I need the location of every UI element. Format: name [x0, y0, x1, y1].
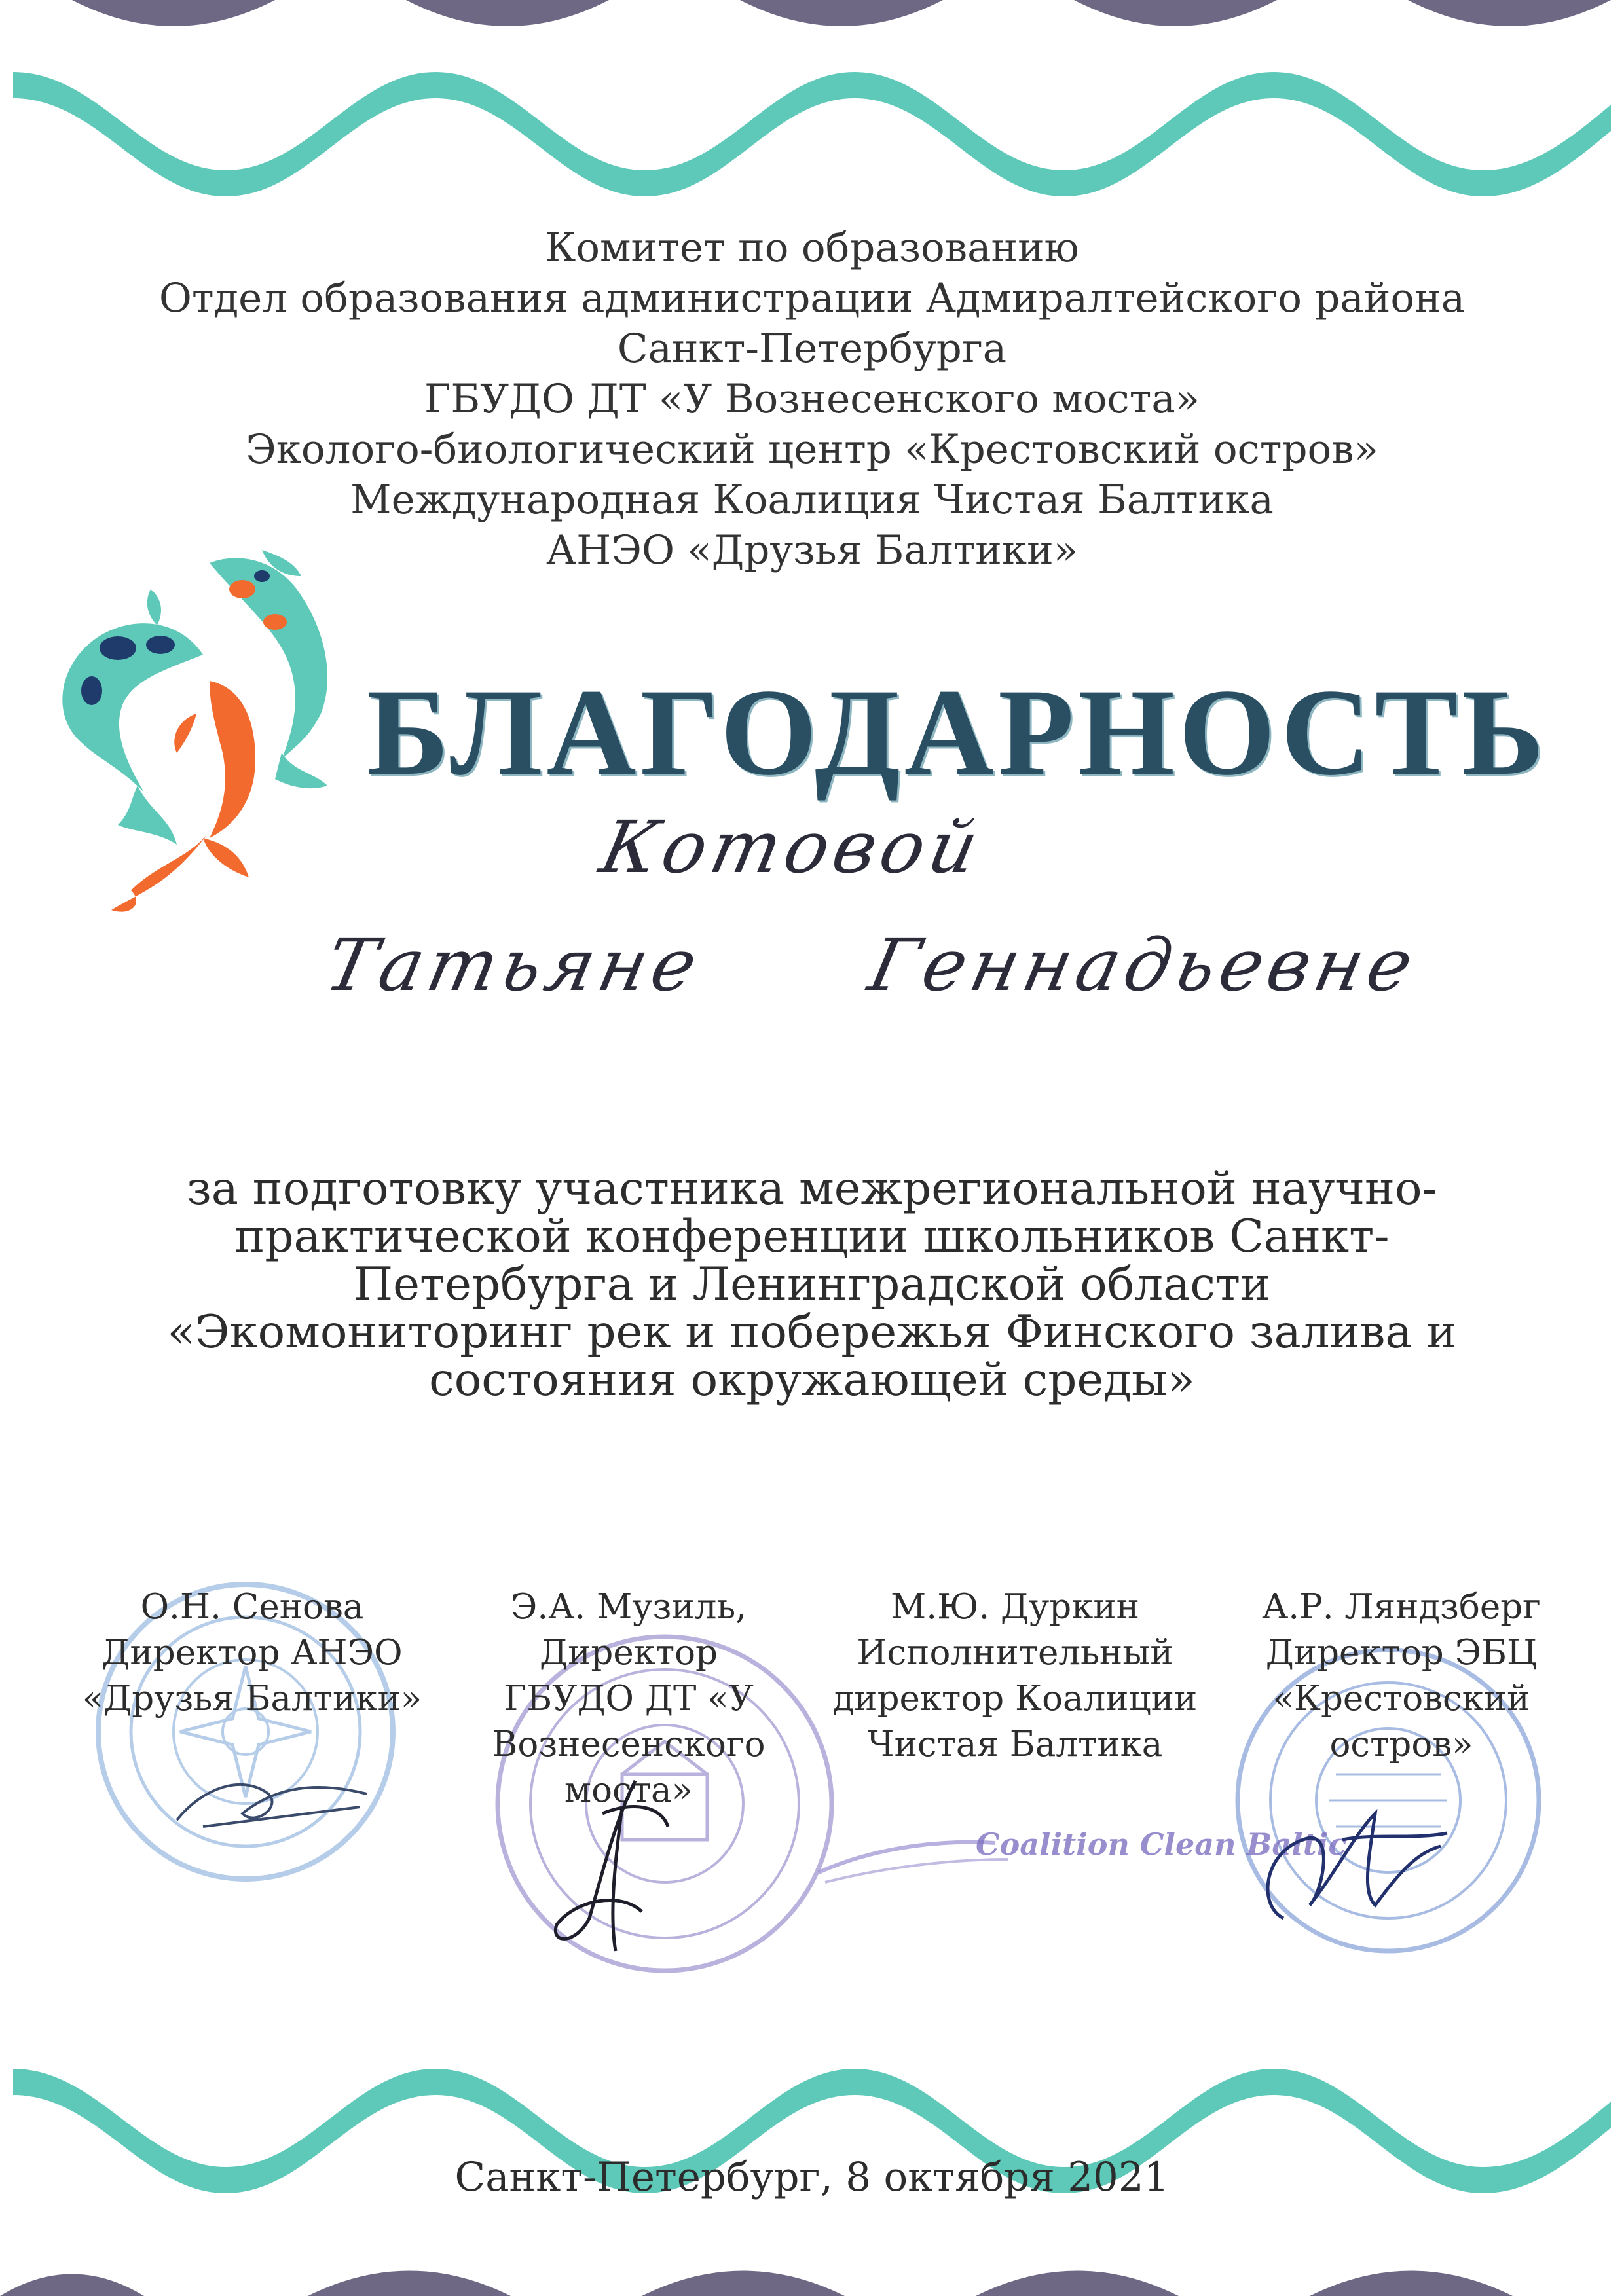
- org-line: Эколого-биологический центр «Крестовский остров»: [246, 426, 1378, 473]
- reason-line: Петербурга и Ленинградской области: [353, 1258, 1271, 1311]
- signer-line: Вознесенского: [492, 1724, 766, 1764]
- coalition-logo-text: Coalition Clean Baltic: [976, 1827, 1347, 1862]
- signer-line: Директор: [540, 1633, 718, 1673]
- signature-lyandzberg: [1244, 1774, 1460, 1938]
- signer-line: Исполнительный: [857, 1633, 1173, 1673]
- signer-line: «Друзья Балтики»: [82, 1679, 422, 1719]
- reason-line: состояния окружающей среды»: [429, 1354, 1195, 1406]
- signer-block: [79, 1584, 426, 1722]
- signer-line: Э.А. Музиль,: [510, 1587, 747, 1627]
- place-and-date: Санкт-Петербург, 8 октября 2021: [454, 2154, 1170, 2200]
- teal-fish-left-icon: [62, 589, 203, 845]
- reason-line: практической конференции школьников Санкт-: [234, 1211, 1390, 1263]
- signature-muzil: [537, 1768, 681, 1964]
- org-line: Международная Коалиция Чистая Балтика: [350, 477, 1274, 523]
- signer-line: Директор АНЭО: [101, 1633, 403, 1673]
- signer-line: ГБУДО ДТ «У: [504, 1679, 754, 1719]
- org-line: АНЭО «Друзья Балтики»: [545, 527, 1079, 574]
- signer-line: А.Р. Ляндзберг: [1262, 1587, 1541, 1627]
- signer-line: «Крестовский: [1272, 1679, 1530, 1719]
- recipient-patronymic: Геннадьевне: [862, 923, 1426, 1007]
- signer-line: директор Коалиции: [832, 1679, 1198, 1719]
- reason-text: [118, 1165, 1506, 1404]
- coalition-clean-baltic-logo: [812, 1820, 1347, 1892]
- org-line: Санкт-Петербурга: [617, 325, 1007, 372]
- signature-senova: [164, 1748, 380, 1846]
- reason-line: «Экомониторинг рек и побережья Финского залива и: [167, 1306, 1457, 1358]
- recipient-surname: Котовой: [593, 805, 991, 889]
- orange-fish-icon: [111, 681, 255, 912]
- organizations-header: [131, 223, 1493, 575]
- recipient-name: Татьяне: [318, 923, 710, 1007]
- org-line: ГБУДО ДТ «У Вознесенского моста»: [424, 376, 1200, 422]
- signer-line: Чистая Балтика: [867, 1724, 1163, 1764]
- top-wave-decoration: [0, 0, 1624, 210]
- org-line: Комитет по образованию: [545, 225, 1079, 271]
- certificate-title: БЛАГОДАРНОСТЬ: [367, 664, 1548, 801]
- reason-line: за подготовку участника межрегиональной научно-: [187, 1163, 1437, 1215]
- koi-fish-logo: [46, 550, 354, 917]
- org-line: Отдел образования администрации Адмиралтейского района: [158, 275, 1466, 321]
- signer-block: [819, 1584, 1211, 1768]
- signer-line: моста»: [564, 1770, 693, 1810]
- signer-line: О.Н. Сенова: [140, 1587, 364, 1627]
- signer-line: остров»: [1329, 1724, 1473, 1764]
- signer-block: [1231, 1584, 1572, 1768]
- signer-line: Директор ЭБЦ: [1265, 1633, 1538, 1673]
- signer-line: М.Ю. Дуркин: [890, 1587, 1140, 1627]
